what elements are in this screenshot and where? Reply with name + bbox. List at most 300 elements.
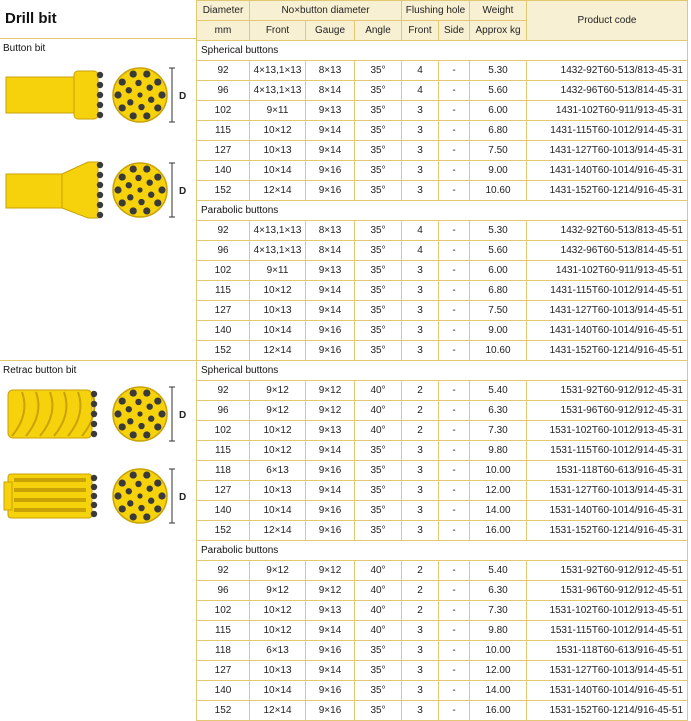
cell-weight: 14.00: [470, 501, 527, 521]
cell-diameter: 140: [197, 681, 250, 701]
bit-svg: [0, 152, 196, 228]
cell-angle: 35°: [355, 681, 402, 701]
gauge-button: [130, 389, 137, 396]
cell-diameter: 118: [197, 641, 250, 661]
cell-diameter: 92: [197, 221, 250, 241]
cell-flush-front: 3: [402, 461, 439, 481]
group-header-row: [197, 41, 688, 61]
header-mm: mm: [197, 21, 250, 41]
cell-weight: 12.00: [470, 481, 527, 501]
spec-table: [196, 0, 688, 721]
cell-front: 10×13: [250, 481, 306, 501]
table-row: [197, 661, 688, 681]
gauge-button: [143, 112, 150, 119]
cell-diameter: 102: [197, 101, 250, 121]
table-row: [197, 501, 688, 521]
bit-side-view: [4, 474, 97, 518]
cell-front: 6×13: [250, 641, 306, 661]
front-button: [135, 80, 141, 86]
side-button: [97, 92, 103, 98]
cell-flush-side: -: [439, 461, 470, 481]
cell-product-code: 1431-140T60-1014/916-45-51: [527, 321, 688, 341]
cell-flush-side: -: [439, 281, 470, 301]
front-button: [146, 403, 152, 409]
gauge-button: [119, 505, 126, 512]
table-row: [197, 561, 688, 581]
cell-angle: 35°: [355, 481, 402, 501]
cell-angle: 35°: [355, 161, 402, 181]
cell-angle: 35°: [355, 301, 402, 321]
cell-weight: 7.30: [470, 421, 527, 441]
cell-flush-side: -: [439, 621, 470, 641]
cell-diameter: 115: [197, 621, 250, 641]
table-row: [197, 641, 688, 661]
cell-flush-front: 3: [402, 321, 439, 341]
front-button: [126, 488, 132, 494]
cell-diameter: 152: [197, 181, 250, 201]
cell-flush-front: 2: [402, 381, 439, 401]
cell-flush-side: -: [439, 601, 470, 621]
cell-gauge: 9×16: [306, 681, 355, 701]
cell-product-code: 1531-92T60-912/912-45-31: [527, 381, 688, 401]
gauge-button: [114, 186, 121, 193]
table-row: [197, 401, 688, 421]
cell-flush-side: -: [439, 401, 470, 421]
gauge-button: [154, 104, 161, 111]
cell-front: 10×13: [250, 301, 306, 321]
cell-product-code: 1531-152T60-1214/916-45-51: [527, 701, 688, 721]
cell-diameter: 115: [197, 441, 250, 461]
cell-weight: 5.60: [470, 81, 527, 101]
cell-diameter: 127: [197, 661, 250, 681]
gauge-button: [154, 505, 161, 512]
cell-front: 9×12: [250, 581, 306, 601]
cell-gauge: 9×16: [306, 321, 355, 341]
gauge-button: [114, 91, 121, 98]
body-rib: [14, 498, 86, 502]
dimension-label: D: [179, 492, 187, 503]
dimension-label: D: [179, 410, 187, 421]
cell-front: 10×13: [250, 661, 306, 681]
gauge-button: [130, 70, 137, 77]
gauge-button: [130, 165, 137, 172]
front-button: [148, 192, 154, 198]
table-row: [197, 341, 688, 361]
gauge-button: [143, 389, 150, 396]
cell-diameter: 152: [197, 701, 250, 721]
cell-front: 4×13,1×13: [250, 221, 306, 241]
cell-weight: 16.00: [470, 701, 527, 721]
cell-angle: 35°: [355, 141, 402, 161]
cell-flush-side: -: [439, 261, 470, 281]
cell-diameter: 102: [197, 601, 250, 621]
side-button: [91, 421, 97, 427]
cell-flush-front: 3: [402, 301, 439, 321]
cell-diameter: 102: [197, 421, 250, 441]
cell-flush-front: 3: [402, 261, 439, 281]
group-header-row: [197, 201, 688, 221]
cell-weight: 6.00: [470, 101, 527, 121]
front-button: [146, 179, 152, 185]
gauge-button: [114, 492, 121, 499]
front-button: [127, 418, 133, 424]
front-button: [148, 416, 154, 422]
page-title: Drill bit: [5, 10, 57, 27]
cell-front: 6×13: [250, 461, 306, 481]
header-button-diameter: No×button diameter: [250, 1, 402, 21]
cell-product-code: 1431-102T60-911/913-45-31: [527, 101, 688, 121]
side-button: [97, 72, 103, 78]
cell-product-code: 1432-92T60-513/813-45-51: [527, 221, 688, 241]
cell-flush-side: -: [439, 161, 470, 181]
gauge-button: [119, 173, 126, 180]
cell-flush-side: -: [439, 481, 470, 501]
cell-angle: 35°: [355, 81, 402, 101]
cell-product-code: 1531-102T60-1012/913-45-31: [527, 421, 688, 441]
cell-weight: 6.80: [470, 281, 527, 301]
gauge-button: [154, 78, 161, 85]
cell-gauge: 9×14: [306, 121, 355, 141]
cell-angle: 35°: [355, 241, 402, 261]
cell-weight: 14.00: [470, 681, 527, 701]
header-flushing-hole: Flushing hole: [402, 1, 470, 21]
cell-gauge: 9×16: [306, 521, 355, 541]
group-header-row: [197, 541, 688, 561]
cell-angle: 35°: [355, 321, 402, 341]
gauge-button: [114, 410, 121, 417]
cell-weight: 16.00: [470, 521, 527, 541]
cell-product-code: 1431-127T60-1013/914-45-31: [527, 141, 688, 161]
cell-flush-front: 2: [402, 561, 439, 581]
cell-weight: 6.30: [470, 581, 527, 601]
cell-flush-front: 3: [402, 161, 439, 181]
cell-product-code: 1531-96T60-912/912-45-31: [527, 401, 688, 421]
bit-svg: [0, 57, 196, 133]
cell-gauge: 9×14: [306, 441, 355, 461]
table-row: [197, 81, 688, 101]
cell-angle: 40°: [355, 621, 402, 641]
gauge-button: [158, 410, 165, 417]
table-row: [197, 521, 688, 541]
gauge-button: [154, 199, 161, 206]
cell-flush-front: 3: [402, 641, 439, 661]
side-button: [97, 82, 103, 88]
cell-product-code: 1531-118T60-613/916-45-31: [527, 461, 688, 481]
cell-weight: 5.60: [470, 241, 527, 261]
bit-svg: [0, 458, 196, 534]
spec-table-body: [197, 41, 688, 721]
gauge-button: [154, 173, 161, 180]
front-button: [138, 505, 144, 511]
cell-angle: 40°: [355, 401, 402, 421]
front-button: [138, 199, 144, 205]
cell-flush-side: -: [439, 321, 470, 341]
table-row: [197, 261, 688, 281]
product-column: [0, 0, 196, 721]
cell-gauge: 9×14: [306, 481, 355, 501]
group-label: Spherical buttons: [197, 41, 688, 61]
cell-weight: 9.80: [470, 621, 527, 641]
cell-front: 10×12: [250, 121, 306, 141]
center-button: [137, 411, 142, 416]
cell-front: 10×12: [250, 601, 306, 621]
cell-angle: 35°: [355, 101, 402, 121]
cell-flush-front: 2: [402, 401, 439, 421]
cell-flush-front: 4: [402, 61, 439, 81]
cell-diameter: 127: [197, 481, 250, 501]
cell-angle: 35°: [355, 61, 402, 81]
front-button: [126, 406, 132, 412]
cell-diameter: 96: [197, 581, 250, 601]
cell-gauge: 9×13: [306, 101, 355, 121]
cell-weight: 9.00: [470, 321, 527, 341]
cell-flush-side: -: [439, 81, 470, 101]
cell-front: 10×13: [250, 141, 306, 161]
cell-front: 10×14: [250, 161, 306, 181]
front-button: [127, 500, 133, 506]
cell-flush-side: -: [439, 181, 470, 201]
cell-weight: 10.60: [470, 181, 527, 201]
cell-product-code: 1531-140T60-1014/916-45-51: [527, 681, 688, 701]
cell-front: 10×12: [250, 281, 306, 301]
cell-front: 9×12: [250, 401, 306, 421]
cell-front: 10×12: [250, 421, 306, 441]
cell-flush-side: -: [439, 501, 470, 521]
cell-front: 10×14: [250, 501, 306, 521]
side-button: [91, 411, 97, 417]
gauge-button: [158, 492, 165, 499]
table-row: [197, 221, 688, 241]
cell-gauge: 9×13: [306, 261, 355, 281]
cell-gauge: 9×16: [306, 461, 355, 481]
side-button: [97, 202, 103, 208]
cell-angle: 40°: [355, 381, 402, 401]
cell-diameter: 92: [197, 61, 250, 81]
cell-angle: 35°: [355, 261, 402, 281]
cell-flush-side: -: [439, 221, 470, 241]
cell-gauge: 9×13: [306, 421, 355, 441]
cell-front: 12×14: [250, 701, 306, 721]
button-bit-straight-image: [0, 57, 196, 133]
cell-flush-side: -: [439, 421, 470, 441]
gauge-button: [143, 207, 150, 214]
cell-diameter: 118: [197, 461, 250, 481]
cell-gauge: 9×12: [306, 401, 355, 421]
gauge-button: [154, 397, 161, 404]
cell-gauge: 8×14: [306, 241, 355, 261]
cell-gauge: 9×12: [306, 561, 355, 581]
cell-diameter: 140: [197, 321, 250, 341]
cell-flush-side: -: [439, 581, 470, 601]
gauge-button: [130, 513, 137, 520]
cell-flush-front: 3: [402, 521, 439, 541]
cell-diameter: 140: [197, 501, 250, 521]
front-button: [138, 423, 144, 429]
gauge-button: [119, 199, 126, 206]
gauge-button: [130, 431, 137, 438]
header-approx-kg: Approx kg: [470, 21, 527, 41]
cell-angle: 35°: [355, 121, 402, 141]
table-row: [197, 61, 688, 81]
cell-angle: 35°: [355, 501, 402, 521]
side-button: [91, 431, 97, 437]
cell-front: 9×11: [250, 101, 306, 121]
cell-flush-front: 4: [402, 241, 439, 261]
cell-product-code: 1531-140T60-1014/916-45-31: [527, 501, 688, 521]
cell-product-code: 1431-152T60-1214/916-45-31: [527, 181, 688, 201]
cell-flush-front: 2: [402, 601, 439, 621]
group-label: Parabolic buttons: [197, 201, 688, 221]
cell-diameter: 152: [197, 341, 250, 361]
cell-weight: 5.30: [470, 221, 527, 241]
center-button: [137, 493, 142, 498]
cell-diameter: 96: [197, 401, 250, 421]
body-rib: [14, 508, 86, 512]
cell-product-code: 1531-152T60-1214/916-45-31: [527, 521, 688, 541]
section-label-retrac-button-bit: Retrac button bit: [3, 365, 77, 376]
cell-angle: 40°: [355, 421, 402, 441]
side-button: [97, 112, 103, 118]
cell-flush-side: -: [439, 641, 470, 661]
gauge-button: [154, 479, 161, 486]
gauge-button: [130, 207, 137, 214]
cell-angle: 35°: [355, 341, 402, 361]
cell-gauge: 9×13: [306, 601, 355, 621]
gauge-button: [158, 91, 165, 98]
side-button: [97, 212, 103, 218]
side-button: [91, 475, 97, 481]
cell-diameter: 96: [197, 81, 250, 101]
cell-angle: 40°: [355, 561, 402, 581]
cell-product-code: 1531-92T60-912/912-45-51: [527, 561, 688, 581]
front-button: [127, 194, 133, 200]
cell-weight: 9.80: [470, 441, 527, 461]
cell-weight: 10.60: [470, 341, 527, 361]
cell-angle: 35°: [355, 181, 402, 201]
cell-diameter: 127: [197, 141, 250, 161]
header-diameter: Diameter: [197, 1, 250, 21]
cell-diameter: 96: [197, 241, 250, 261]
table-row: [197, 441, 688, 461]
group-label: Parabolic buttons: [197, 541, 688, 561]
retrac-bit-ribbed-image: [0, 458, 196, 534]
dimension-label: D: [179, 186, 187, 197]
cell-product-code: 1531-96T60-912/912-45-51: [527, 581, 688, 601]
cell-angle: 35°: [355, 661, 402, 681]
bit-side-view: [6, 71, 103, 119]
cell-product-code: 1431-115T60-1012/914-45-31: [527, 121, 688, 141]
bit-shank: [6, 77, 76, 113]
side-button: [91, 511, 97, 517]
bit-shank: [6, 174, 62, 208]
cell-flush-front: 4: [402, 221, 439, 241]
group-label: Spherical buttons: [197, 361, 688, 381]
side-button: [97, 162, 103, 168]
cell-diameter: 102: [197, 261, 250, 281]
cell-gauge: 9×16: [306, 181, 355, 201]
cell-angle: 35°: [355, 461, 402, 481]
cell-weight: 6.80: [470, 121, 527, 141]
side-button: [97, 192, 103, 198]
table-row: [197, 121, 688, 141]
cell-gauge: 8×13: [306, 61, 355, 81]
cell-weight: 7.50: [470, 301, 527, 321]
cell-flush-side: -: [439, 381, 470, 401]
center-button: [137, 92, 142, 97]
gauge-button: [119, 397, 126, 404]
cell-product-code: 1531-115T60-1012/914-45-31: [527, 441, 688, 461]
table-row: [197, 681, 688, 701]
cell-weight: 5.40: [470, 381, 527, 401]
cell-product-code: 1531-102T60-1012/913-45-51: [527, 601, 688, 621]
cell-weight: 12.00: [470, 661, 527, 681]
cell-diameter: 115: [197, 121, 250, 141]
cell-flush-front: 3: [402, 501, 439, 521]
gauge-button: [143, 70, 150, 77]
table-row: [197, 181, 688, 201]
cell-gauge: 9×14: [306, 141, 355, 161]
cell-product-code: 1431-140T60-1014/916-45-31: [527, 161, 688, 181]
cell-flush-front: 3: [402, 181, 439, 201]
cell-gauge: 9×12: [306, 581, 355, 601]
cell-weight: 10.00: [470, 461, 527, 481]
table-row: [197, 421, 688, 441]
cell-weight: 7.30: [470, 601, 527, 621]
header-flush-front: Front: [402, 21, 439, 41]
cell-product-code: 1531-115T60-1012/914-45-51: [527, 621, 688, 641]
gauge-button: [130, 471, 137, 478]
cell-flush-side: -: [439, 661, 470, 681]
cell-flush-front: 3: [402, 101, 439, 121]
cell-gauge: 9×12: [306, 381, 355, 401]
table-row: [197, 321, 688, 341]
cell-front: 4×13,1×13: [250, 61, 306, 81]
table-row: [197, 581, 688, 601]
body-rib: [14, 488, 86, 492]
cell-angle: 35°: [355, 641, 402, 661]
table-row: [197, 101, 688, 121]
cell-flush-side: -: [439, 301, 470, 321]
header-gauge: Gauge: [306, 21, 355, 41]
cell-gauge: 9×16: [306, 501, 355, 521]
cell-angle: 35°: [355, 701, 402, 721]
gauge-button: [119, 104, 126, 111]
cell-flush-side: -: [439, 341, 470, 361]
cell-front: 10×14: [250, 681, 306, 701]
table-row: [197, 161, 688, 181]
side-button: [91, 391, 97, 397]
cell-gauge: 9×16: [306, 701, 355, 721]
side-button: [97, 172, 103, 178]
front-button: [127, 99, 133, 105]
cell-flush-front: 3: [402, 701, 439, 721]
side-button: [91, 484, 97, 490]
front-button: [126, 182, 132, 188]
table-row: [197, 701, 688, 721]
cell-product-code: 1531-127T60-1013/914-45-31: [527, 481, 688, 501]
table-row: [197, 141, 688, 161]
cell-front: 9×11: [250, 261, 306, 281]
side-button: [91, 401, 97, 407]
cell-front: 10×14: [250, 321, 306, 341]
gauge-button: [130, 112, 137, 119]
cell-gauge: 9×14: [306, 281, 355, 301]
cell-front: 4×13,1×13: [250, 241, 306, 261]
cell-front: 9×12: [250, 561, 306, 581]
table-row: [197, 241, 688, 261]
cell-flush-side: -: [439, 101, 470, 121]
cell-flush-side: -: [439, 61, 470, 81]
